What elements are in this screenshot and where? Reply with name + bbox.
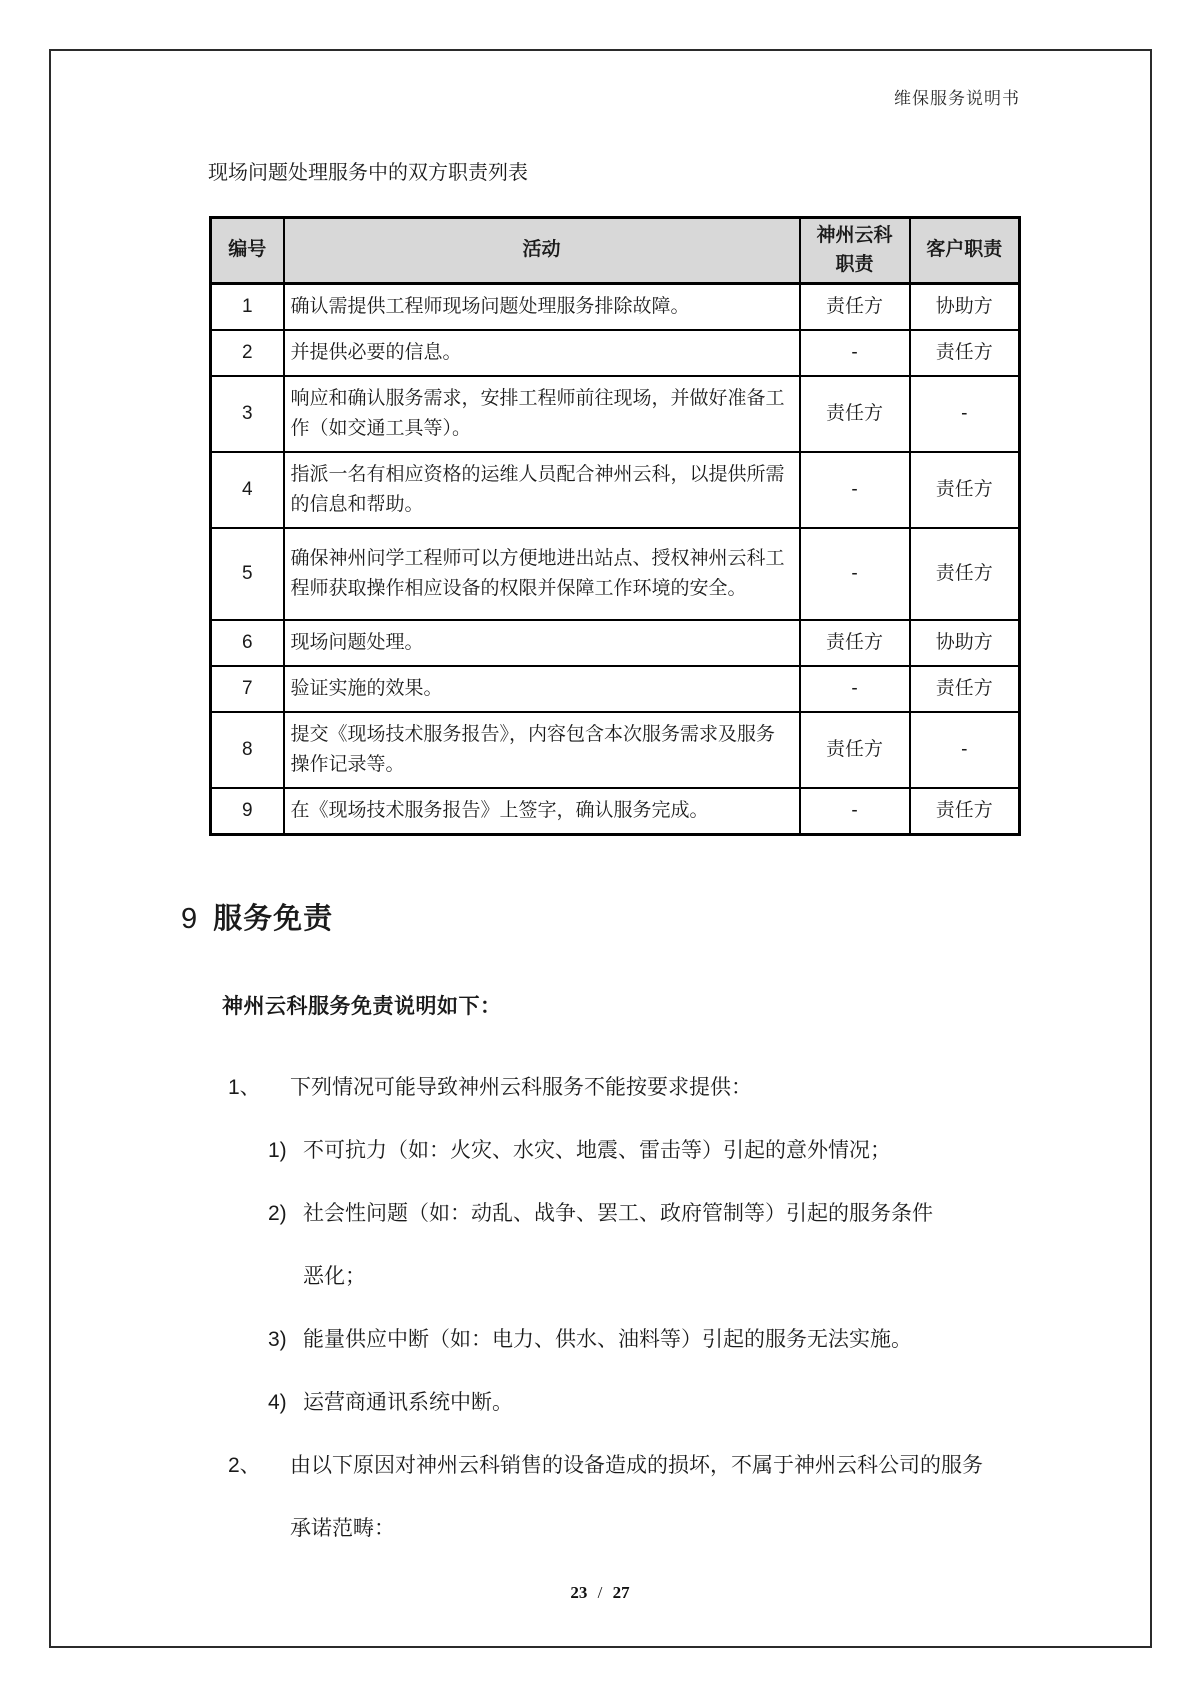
column-header-activity: 活动: [284, 218, 800, 284]
list-text: 不可抗力（如：火灾、水灾、地震、雷击等）引起的意外情况；: [303, 1139, 891, 1162]
list-line: [268, 1182, 1088, 1245]
column-header-customer-duty: 客户职责: [910, 218, 1020, 284]
list-marker: 4): [268, 1391, 287, 1414]
cell-activity: 验证实施的效果。: [284, 666, 800, 712]
list-text: 恶化；: [303, 1265, 366, 1288]
cell-vendor-role: -: [800, 452, 910, 528]
table-row: [211, 666, 1020, 712]
cell-vendor-role: 责任方: [800, 712, 910, 788]
list-text: 下列情况可能导致神州云科服务不能按要求提供：: [290, 1076, 752, 1099]
list-marker: 2): [268, 1202, 287, 1225]
cell-vendor-role: 责任方: [800, 376, 910, 452]
list-marker: [268, 1245, 303, 1308]
cell-customer-role: 责任方: [910, 666, 1020, 712]
cell-activity: 现场问题处理。: [284, 620, 800, 666]
page-number-total: 27: [612, 1583, 630, 1602]
list-line: [268, 1371, 1088, 1434]
column-header-number: 编号: [211, 218, 284, 284]
cell-number: 1: [211, 284, 284, 331]
list-text: 运营商通讯系统中断。: [303, 1391, 513, 1414]
list-text: 能量供应中断（如：电力、供水、油料等）引起的服务无法实施。: [303, 1328, 912, 1351]
cell-number: 4: [211, 452, 284, 528]
cell-vendor-role: -: [800, 330, 910, 376]
cell-number: 5: [211, 528, 284, 620]
cell-customer-role: -: [910, 376, 1020, 452]
cell-vendor-role: -: [800, 788, 910, 835]
list-marker: 1、: [228, 1076, 261, 1099]
table-row: [211, 528, 1020, 620]
cell-customer-role: 责任方: [910, 330, 1020, 376]
cell-activity: 并提供必要的信息。: [284, 330, 800, 376]
cell-customer-role: 责任方: [910, 452, 1020, 528]
vendor-duty-line1: 神州云科: [816, 225, 893, 246]
page-number-current: 23: [570, 1583, 588, 1602]
vendor-duty-line2: 职责: [835, 253, 874, 275]
cell-customer-role: -: [910, 712, 1020, 788]
cell-number: 2: [211, 330, 284, 376]
responsibilities-table: [209, 216, 1021, 836]
list-line: [268, 1245, 1088, 1308]
cell-vendor-role: 责任方: [800, 284, 910, 331]
section-heading: [181, 896, 333, 937]
list-line: [268, 1308, 1088, 1371]
cell-activity: 在《现场技术服务报告》上签字，确认服务完成。: [284, 788, 800, 835]
cell-number: 9: [211, 788, 284, 835]
cell-number: 8: [211, 712, 284, 788]
section-number: 9: [181, 903, 198, 935]
disclaimer-list: [228, 1056, 1088, 1560]
cell-vendor-role: 责任方: [800, 620, 910, 666]
list-line: [228, 1434, 1088, 1497]
table-row: [211, 620, 1020, 666]
list-marker: 3): [268, 1328, 287, 1351]
list-line: [228, 1497, 1088, 1560]
table-row: [211, 376, 1020, 452]
list-text: 社会性问题（如：动乱、战争、罢工、政府管制等）引起的服务条件: [303, 1202, 933, 1225]
table-row: [211, 712, 1020, 788]
table-row: [211, 330, 1020, 376]
cell-number: 3: [211, 376, 284, 452]
column-header-vendor-duty: [800, 218, 910, 284]
list-line: [268, 1119, 1088, 1182]
table-caption: 现场问题处理服务中的双方职责列表: [208, 162, 528, 184]
disclaimer-lead: 神州云科服务免责说明如下：: [222, 995, 502, 1018]
page-number-separator: /: [597, 1583, 603, 1602]
page-footer: [0, 1583, 1200, 1603]
table-row: [211, 284, 1020, 331]
cell-activity: 响应和确认服务需求，安排工程师前往现场，并做好准备工作（如交通工具等）。: [284, 376, 800, 452]
cell-activity: 确保神州问学工程师可以方便地进出站点、授权神州云科工程师获取操作相应设备的权限并保障工作环境的安全。: [284, 528, 800, 620]
cell-vendor-role: -: [800, 666, 910, 712]
cell-activity: 提交《现场技术服务报告》，内容包含本次服务需求及服务操作记录等。: [284, 712, 800, 788]
cell-customer-role: 责任方: [910, 788, 1020, 835]
cell-customer-role: 协助方: [910, 620, 1020, 666]
cell-customer-role: 责任方: [910, 528, 1020, 620]
list-text: 由以下原因对神州云科销售的设备造成的损坏，不属于神州云科公司的服务: [290, 1454, 983, 1477]
cell-activity: 指派一名有相应资格的运维人员配合神州云科，以提供所需的信息和帮助。: [284, 452, 800, 528]
table-header-row: [211, 218, 1020, 284]
cell-activity: 确认需提供工程师现场问题处理服务排除故障。: [284, 284, 800, 331]
table-row: [211, 452, 1020, 528]
list-marker: 1): [268, 1139, 287, 1162]
cell-number: 7: [211, 666, 284, 712]
list-marker: [228, 1497, 290, 1560]
document-header-title: 维保服务说明书: [894, 89, 1020, 108]
list-marker: 2、: [228, 1454, 261, 1477]
cell-vendor-role: -: [800, 528, 910, 620]
cell-customer-role: 协助方: [910, 284, 1020, 331]
list-text: 承诺范畴：: [290, 1517, 395, 1540]
table-row: [211, 788, 1020, 835]
section-title: 服务免责: [213, 903, 334, 935]
list-line: [228, 1056, 1088, 1119]
cell-number: 6: [211, 620, 284, 666]
